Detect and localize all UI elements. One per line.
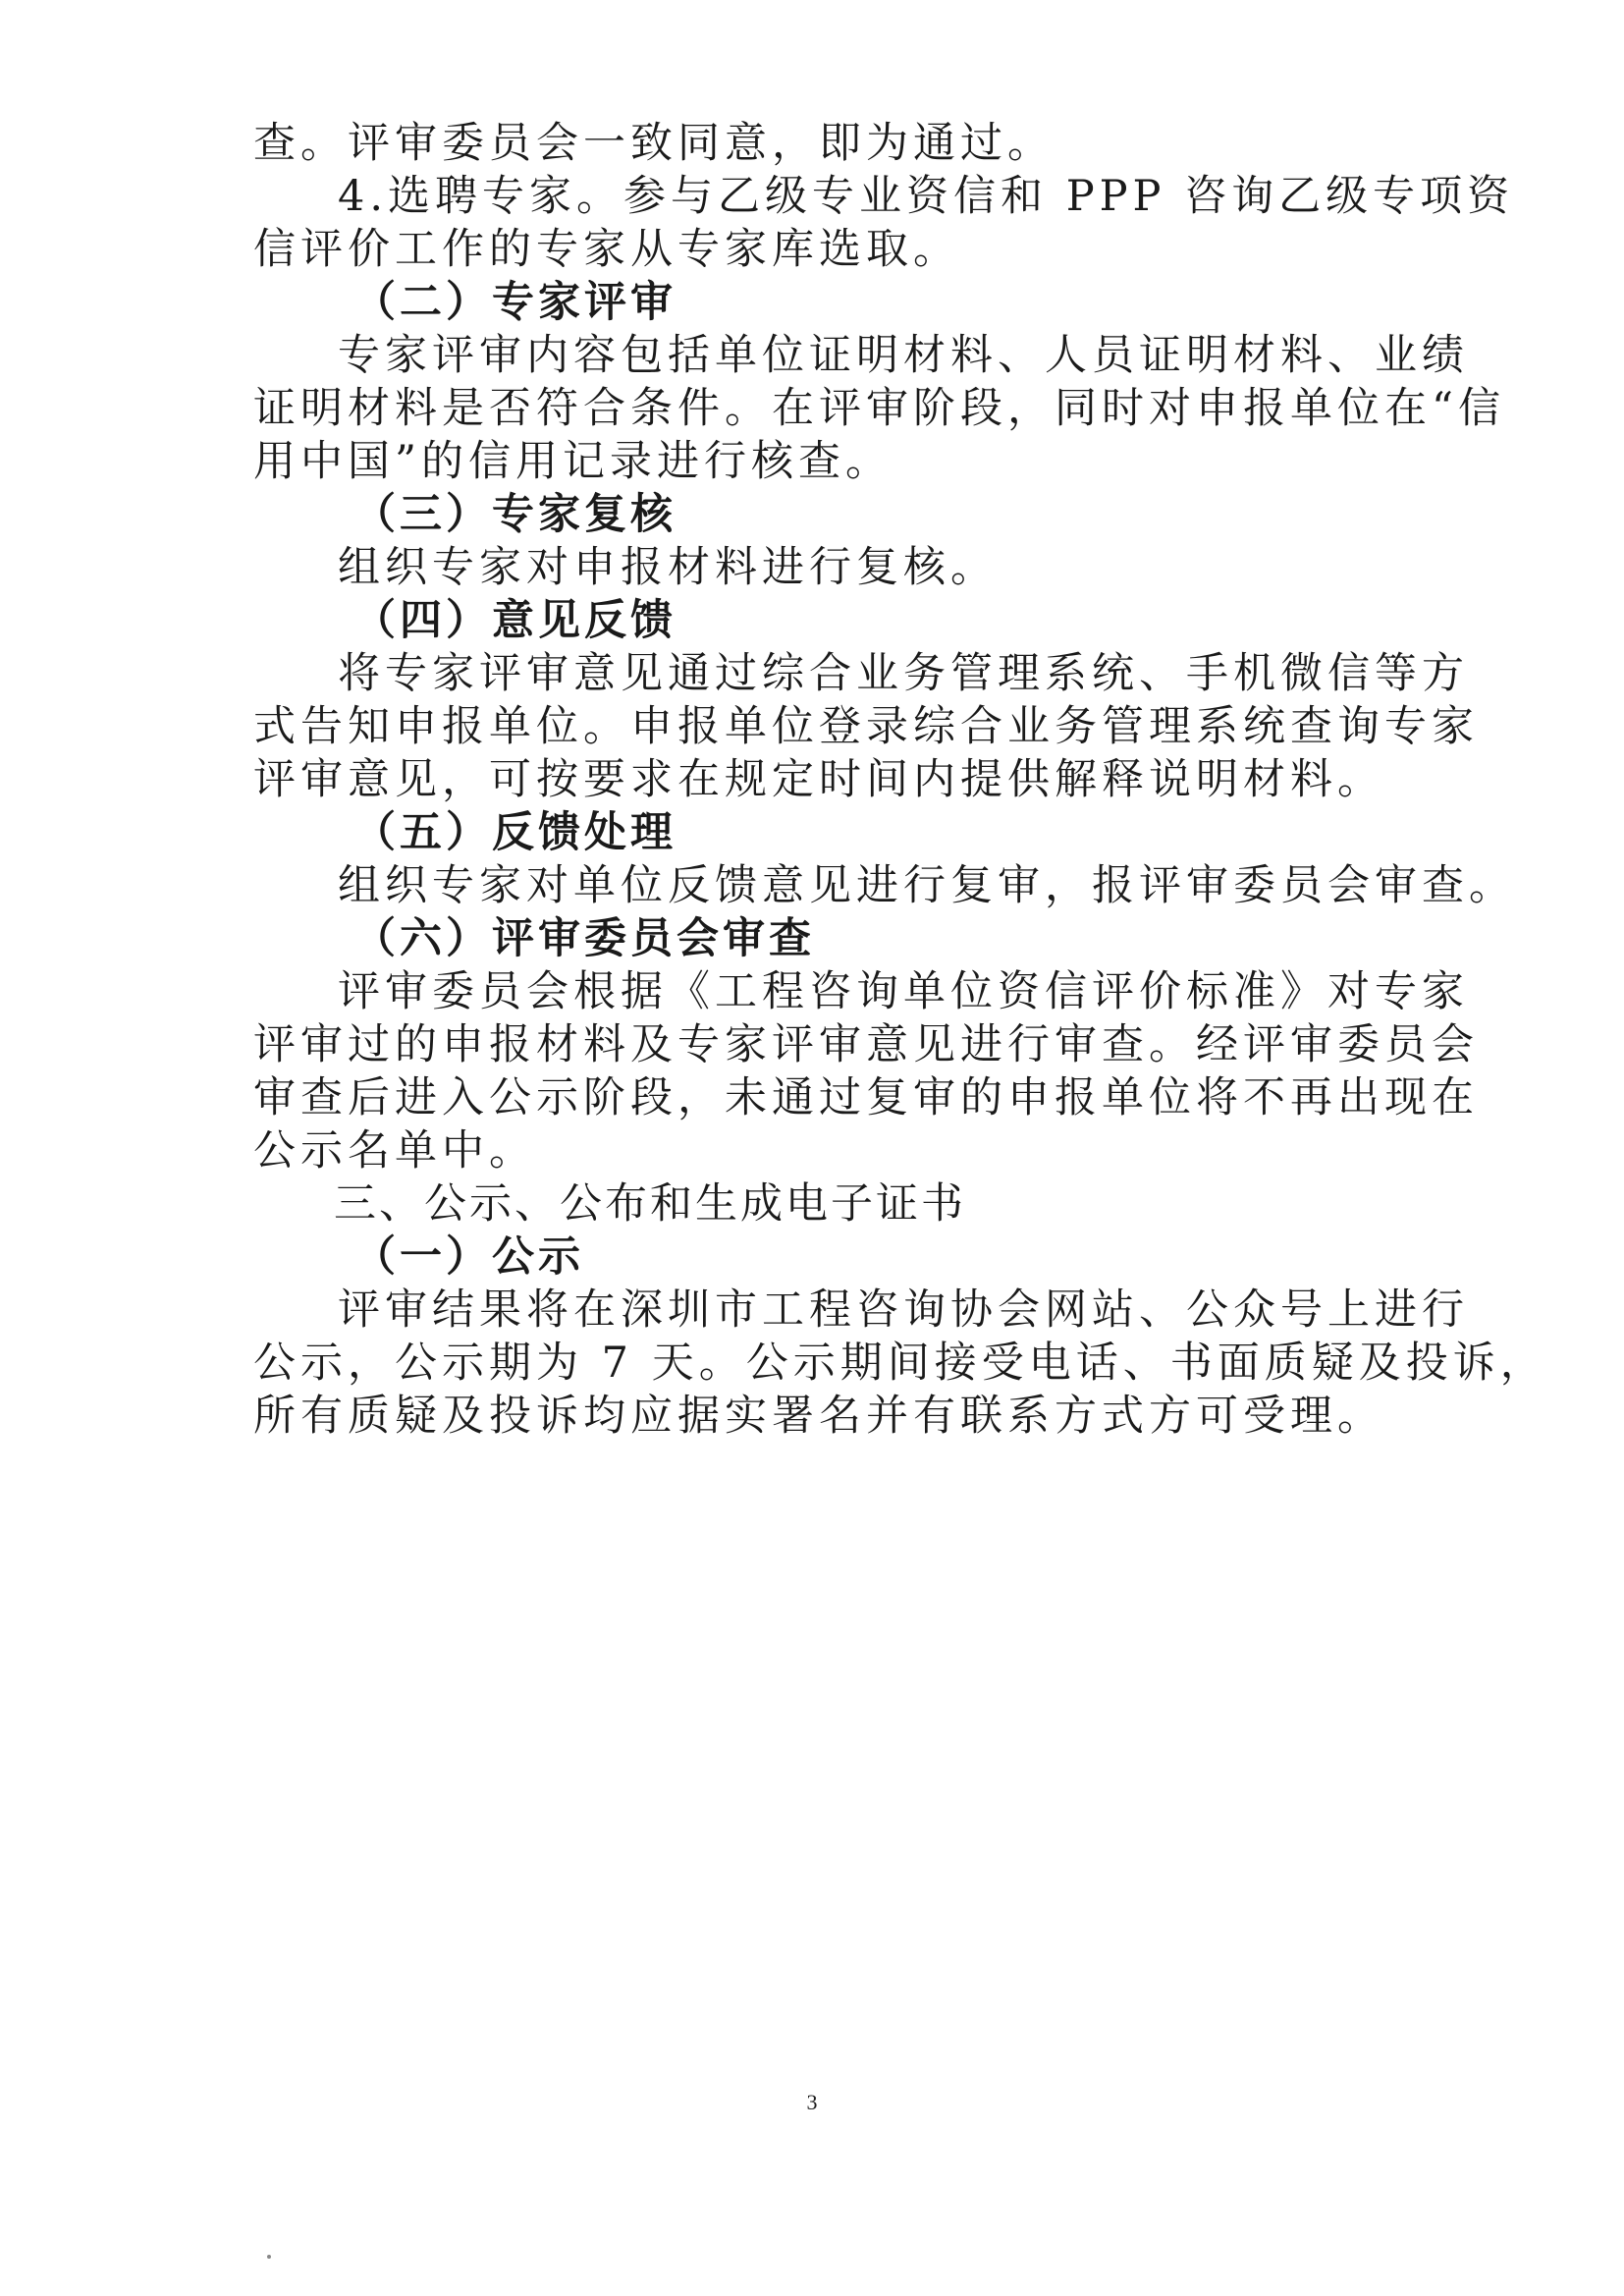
- body-line: 用中国”的信用记录进行核查。: [253, 437, 893, 486]
- body-line: 公示，公示期为 7 天。公示期间接受电话、书面质疑及投诉，: [253, 1339, 1547, 1388]
- body-line: 评审结果将在深圳市工程咨询协会网站、公众号上进行: [338, 1285, 1469, 1335]
- scan-artifact: [267, 2255, 271, 2259]
- body-line: 查。评审委员会一致同意，即为通过。: [253, 119, 1055, 168]
- subsection-heading: （四）意见反馈: [353, 596, 677, 645]
- body-line: 公示名单中。: [253, 1126, 536, 1175]
- body-line: 证明材料是否符合条件。在评审阶段，同时对申报单位在“信: [253, 384, 1505, 433]
- body-line: 所有质疑及投诉均应据实署名并有联系方式方可受理。: [253, 1392, 1384, 1441]
- body-line: 评审过的申报材料及专家评审意见进行审查。经评审委员会: [253, 1020, 1479, 1069]
- body-line: 将专家评审意见通过综合业务管理系统、手机微信等方: [338, 649, 1469, 698]
- section-heading: 三、公示、公布和生成电子证书: [334, 1179, 966, 1229]
- subsection-heading: （三）专家复核: [353, 490, 677, 539]
- subsection-heading: （六）评审委员会审查: [353, 914, 815, 963]
- body-line: 审查后进入公示阶段，未通过复审的申报单位将不再出现在: [253, 1073, 1479, 1122]
- body-line: 组织专家对单位反馈意见进行复审，报评审委员会审查。: [338, 861, 1516, 910]
- body-line: 式告知申报单位。申报单位登录综合业务管理系统查询专家: [253, 702, 1479, 751]
- subsection-heading: （五）反馈处理: [353, 808, 677, 857]
- body-line: 组织专家对申报材料进行复核。: [338, 543, 998, 592]
- body-line: 4.选聘专家。参与乙级专业资信和 PPP 咨询乙级专项资: [338, 172, 1515, 221]
- body-line: 专家评审内容包括单位证明材料、人员证明材料、业绩: [338, 331, 1469, 380]
- body-line: 评审委员会根据《工程咨询单位资信评价标准》对专家: [338, 967, 1469, 1016]
- body-line: 信评价工作的专家从专家库选取。: [253, 225, 960, 274]
- body-line: 评审意见，可按要求在规定时间内提供解释说明材料。: [253, 755, 1384, 804]
- page-number: 3: [806, 2090, 818, 2114]
- subsection-heading: （一）公示: [353, 1232, 584, 1282]
- subsection-heading: （二）专家评审: [353, 278, 677, 327]
